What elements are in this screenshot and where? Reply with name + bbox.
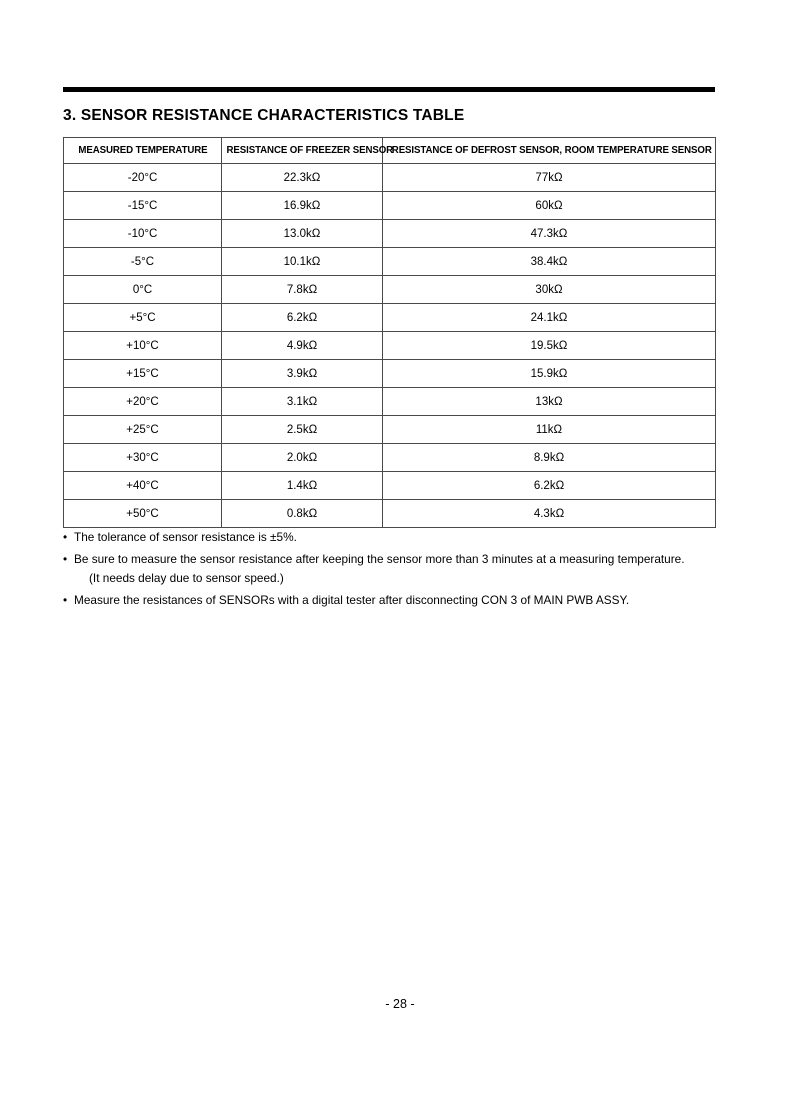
cell-freezer-resistance: 22.3kΩ — [222, 164, 383, 192]
note-text: Be sure to measure the sensor resistance after keeping the sensor more than 3 minutes at a measuring temperature. — [74, 552, 685, 567]
page-title: 3. SENSOR RESISTANCE CHARACTERISTICS TABLE — [63, 107, 465, 124]
table-row — [64, 304, 716, 332]
table-row — [64, 388, 716, 416]
cell-defrost-room-resistance: 8.9kΩ — [383, 444, 716, 472]
cell-temperature: +25°C — [64, 416, 222, 444]
cell-defrost-room-resistance: 6.2kΩ — [383, 472, 716, 500]
cell-freezer-resistance: 10.1kΩ — [222, 248, 383, 276]
cell-defrost-room-resistance: 13kΩ — [383, 388, 716, 416]
cell-temperature: +15°C — [64, 360, 222, 388]
note-item — [63, 550, 723, 587]
note-item — [63, 591, 723, 609]
cell-defrost-room-resistance: 38.4kΩ — [383, 248, 716, 276]
page-number: - 28 - — [385, 997, 415, 1011]
table-header — [64, 138, 716, 164]
cell-freezer-resistance: 16.9kΩ — [222, 192, 383, 220]
cell-freezer-resistance: 3.9kΩ — [222, 360, 383, 388]
cell-freezer-resistance: 7.8kΩ — [222, 276, 383, 304]
cell-defrost-room-resistance: 19.5kΩ — [383, 332, 716, 360]
cell-temperature: -10°C — [64, 220, 222, 248]
table-row — [64, 444, 716, 472]
bullet-icon: • — [63, 592, 68, 607]
table-row — [64, 192, 716, 220]
cell-temperature: +20°C — [64, 388, 222, 416]
cell-defrost-room-resistance: 30kΩ — [383, 276, 716, 304]
column-header-freezer-sensor — [226, 138, 393, 164]
bullet-icon: • — [63, 552, 68, 567]
cell-defrost-room-resistance: 15.9kΩ — [383, 360, 716, 388]
cell-freezer-resistance: 2.0kΩ — [222, 444, 383, 472]
cell-defrost-room-resistance: 60kΩ — [383, 192, 716, 220]
cell-temperature: -20°C — [64, 164, 222, 192]
cell-temperature: +40°C — [64, 472, 222, 500]
cell-temperature: +5°C — [64, 304, 222, 332]
table-row — [64, 500, 716, 528]
table-header-row — [64, 138, 716, 164]
cell-freezer-resistance: 2.5kΩ — [222, 416, 383, 444]
column-header-defrost-room-sensor — [391, 138, 712, 164]
cell-freezer-resistance: 13.0kΩ — [222, 220, 383, 248]
column-header-measured-temperature-label: MEASURED TEMPERATURE — [77, 145, 208, 156]
column-header-freezer-sensor-label: RESISTANCE OF FREEZER SENSOR — [226, 145, 393, 156]
cell-freezer-resistance: 3.1kΩ — [222, 388, 383, 416]
cell-temperature: -5°C — [64, 248, 222, 276]
cell-freezer-resistance: 0.8kΩ — [222, 500, 383, 528]
note-subtext: (It needs delay due to sensor speed.) — [89, 570, 284, 585]
cell-defrost-room-resistance: 77kΩ — [383, 164, 716, 192]
table-row — [64, 248, 716, 276]
table-row — [64, 360, 716, 388]
cell-freezer-resistance: 4.9kΩ — [222, 332, 383, 360]
column-header-defrost-room-sensor-label: RESISTANCE OF DEFROST SENSOR, ROOM TEMPERATURE SENSOR — [391, 145, 712, 156]
table-row — [64, 416, 716, 444]
table-body — [64, 164, 716, 528]
cell-defrost-room-resistance: 24.1kΩ — [383, 304, 716, 332]
cell-defrost-room-resistance: 47.3kΩ — [383, 220, 716, 248]
table-row — [64, 332, 716, 360]
cell-freezer-resistance: 1.4kΩ — [222, 472, 383, 500]
sensor-resistance-table — [63, 137, 716, 528]
cell-freezer-resistance: 6.2kΩ — [222, 304, 383, 332]
cell-temperature: +50°C — [64, 500, 222, 528]
cell-defrost-room-resistance: 4.3kΩ — [383, 500, 716, 528]
cell-defrost-room-resistance: 11kΩ — [383, 416, 716, 444]
cell-temperature: +10°C — [64, 332, 222, 360]
note-text: Measure the resistances of SENSORs with a digital tester after disconnecting CON 3 of MAIN PWB ASSY. — [74, 592, 630, 607]
notes-list — [63, 528, 723, 613]
table-row — [64, 472, 716, 500]
cell-temperature: 0°C — [64, 276, 222, 304]
bullet-icon: • — [63, 530, 68, 544]
column-header-measured-temperature — [67, 138, 217, 164]
table-row — [64, 164, 716, 192]
sensor-resistance-table-container — [63, 137, 715, 528]
table-row — [64, 276, 716, 304]
cell-temperature: +30°C — [64, 444, 222, 472]
header-rule — [63, 87, 715, 92]
table-row — [64, 220, 716, 248]
note-text: The tolerance of sensor resistance is ±5%. — [74, 530, 297, 544]
cell-temperature: -15°C — [64, 192, 222, 220]
note-item — [63, 528, 723, 546]
